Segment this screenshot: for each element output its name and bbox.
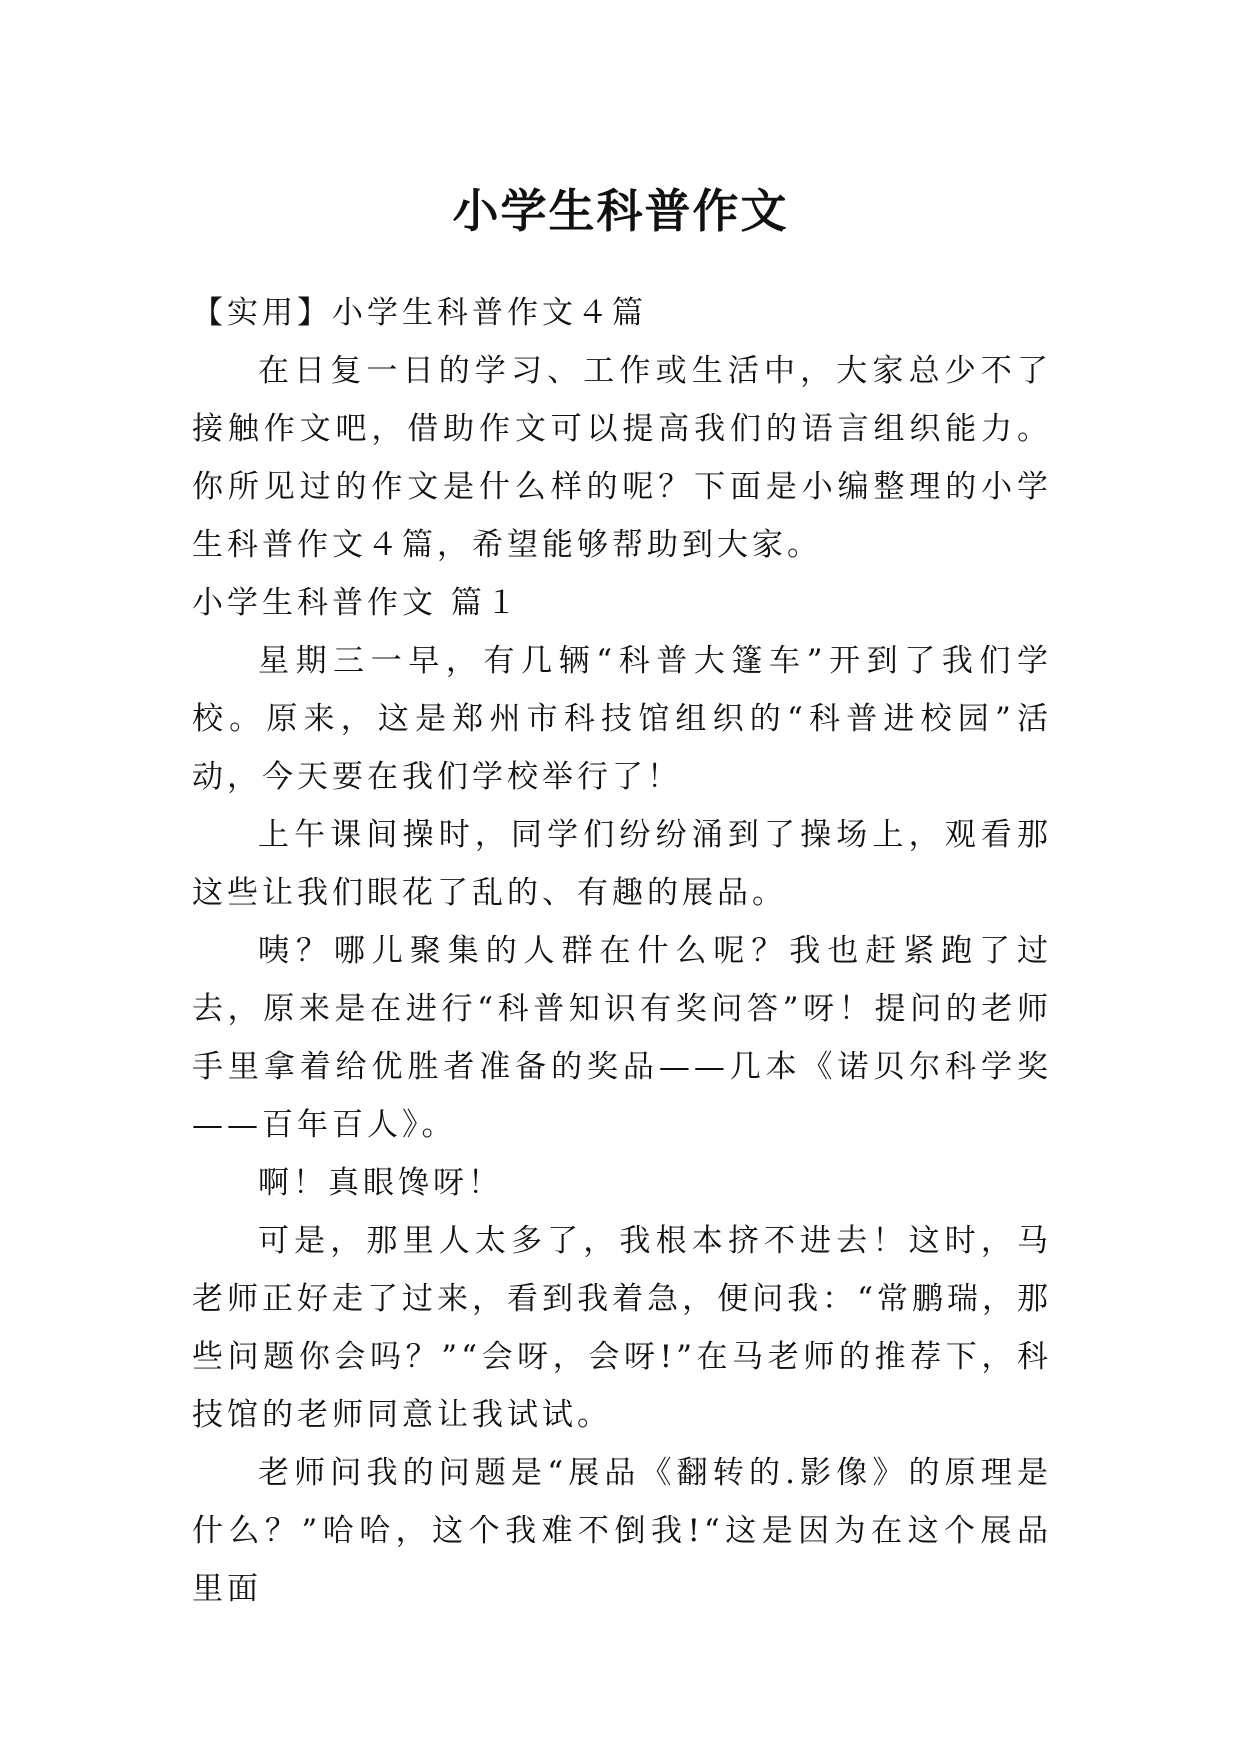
body-paragraph: 上午课间操时，同学们纷纷涌到了操场上，观看那这些让我们眼花了乱的、有趣的展品。 bbox=[192, 817, 1052, 911]
body-paragraph: 咦？哪儿聚集的人群在什么呢？我也赶紧跑了过去，原来是在进行“科普知识有奖问答”呀！提问的老师手里拿着给优胜者准备的奖品——几本《诺贝尔科学奖——百年百人》。 bbox=[192, 933, 1052, 1143]
document-title: 小学生科普作文 bbox=[452, 183, 789, 238]
body-paragraph: 啊！真眼馋呀！ bbox=[258, 1165, 503, 1201]
body-paragraph: 老师问我的问题是“展品《翻转的.影像》的原理是什么？”哈哈，这个我难不倒我!“这是因为在这个展品里面 bbox=[192, 1455, 1052, 1607]
section-heading: 小学生科普作文 篇１ bbox=[192, 585, 521, 621]
body-paragraph: 星期三一早，有几辆“科普大篷车”开到了我们学校。原来，这是郑州市科技馆组织的“科普进校园”活动，今天要在我们学校举行了！ bbox=[192, 643, 1052, 795]
intro-paragraph: 在日复一日的学习、工作或生活中，大家总少不了接触作文吧，借助作文可以提高我们的语言组织能力。你所见过的作文是什么样的呢？下面是小编整理的小学生科普作文４篇，希望能够帮助到大家。 bbox=[192, 353, 1052, 563]
body-paragraph: 可是，那里人太多了，我根本挤不进去！这时，马老师正好走了过来，看到我着急，便问我：“常鹏瑞，那些问题你会吗？”“会呀，会呀!”在马老师的推荐下，科技馆的老师同意让我试试。 bbox=[192, 1223, 1052, 1433]
document-body bbox=[192, 284, 1052, 1618]
document-subtitle: 【实用】小学生科普作文４篇 bbox=[192, 295, 647, 331]
